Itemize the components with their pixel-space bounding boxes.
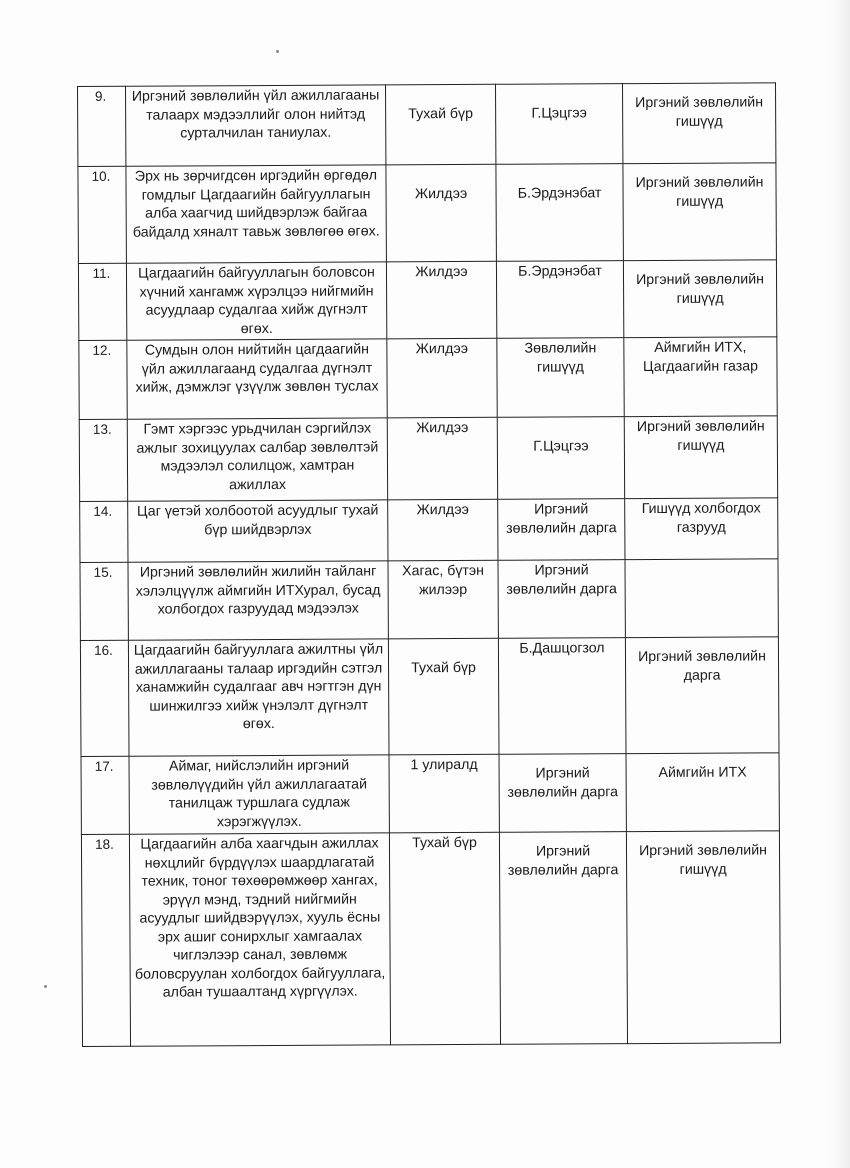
row-number: 12. bbox=[79, 340, 127, 419]
table-row bbox=[78, 83, 776, 167]
timeframe-cell: Тухай бүр bbox=[388, 638, 499, 755]
timeframe-cell: Жилдээ bbox=[386, 261, 496, 339]
responsible-cell: Б.Дашцогзол bbox=[498, 638, 626, 755]
activity-cell: Цагдаагийн байгууллага ажилтны үйл ажиллагааны талаар иргэдийн сэтгэл ханамжийн судалгааг авч нэгтгэн дүн шинжилгээ хийж үнэлэлт дүгнэлт өгөх. bbox=[128, 639, 389, 756]
scan-shadow-edge bbox=[830, 0, 850, 1168]
scan-speck bbox=[44, 985, 47, 988]
row-number: 11. bbox=[78, 263, 126, 340]
table-row bbox=[81, 753, 779, 835]
timeframe-cell: 1 улиралд bbox=[389, 754, 499, 833]
scan-speck bbox=[276, 50, 279, 53]
responsible-cell: Иргэний зөвлөлийн дарга bbox=[499, 754, 626, 833]
row-number: 9. bbox=[78, 86, 126, 166]
table-row bbox=[79, 416, 777, 502]
responsible-cell: Иргэний зөвлөлийн дарга bbox=[499, 832, 627, 1045]
timeframe-cell: Хагас, бүтэн жилээр bbox=[388, 560, 498, 639]
responsible-cell: Б.Эрдэнэбат bbox=[496, 164, 624, 262]
table-row bbox=[79, 337, 777, 420]
participants-cell bbox=[625, 559, 778, 638]
activity-cell: Цаг үетэй холбоотой асуудлыг тухай бүр шийдвэрлэх bbox=[128, 500, 388, 562]
responsible-cell: Г.Цэцгээ bbox=[495, 84, 622, 165]
row-number: 15. bbox=[80, 562, 128, 640]
row-number: 18. bbox=[81, 834, 130, 1046]
row-number: 16. bbox=[80, 640, 129, 756]
activity-cell: Аймаг, нийслэлийн иргэний зөвлөлүүдийн үйл ажиллагаатай танилцаж туршлага судлаж хэрэгжүүлэх. bbox=[129, 755, 389, 834]
participants-cell: Иргэний зөвлөлийн гишүүд bbox=[622, 83, 775, 164]
participants-cell: Иргэний зөвлөлийн гишүүд bbox=[626, 831, 780, 1044]
timeframe-cell: Жилдээ bbox=[387, 338, 497, 418]
participants-cell: Гишүүд холбогдох газрууд bbox=[625, 498, 778, 560]
participants-cell: Иргэний зөвлөлийн дарга bbox=[625, 637, 779, 754]
table-row bbox=[78, 260, 776, 341]
table-row bbox=[80, 559, 778, 641]
timeframe-cell: Жилдээ bbox=[388, 499, 498, 561]
activity-cell: Эрх нь зөрчигдсөн иргэдийн өргөдөл гомдлыг Цагдаагийн байгууллагын алба хаагчид шийдвэрлэж байгаа байдалд хяналт тавьж зөвлөгөө өгөх. bbox=[126, 165, 387, 263]
participants-cell: Аймгийн ИТХ bbox=[626, 753, 779, 832]
timeframe-cell: Жилдээ bbox=[387, 417, 497, 500]
activity-cell: Сумдын олон нийтийн цагдаагийн үйл ажиллагаанд судалгаа дүгнэлт хийж, дэмжлэг үзүүлж зөвлөн туслах bbox=[127, 339, 387, 419]
action-plan-table bbox=[77, 82, 781, 1047]
activity-cell: Иргэний зөвлөлийн үйл ажиллагааны талаарх мэдээллийг олон нийтэд сурталчилан таниулах. bbox=[126, 85, 386, 166]
table-row bbox=[81, 831, 780, 1047]
activity-cell: Иргэний зөвлөлийн жилийн тайланг хэлэлцүүлж аймгийн ИТХурал, бусад холбогдох газруудад мэдээлэх bbox=[128, 561, 388, 640]
timeframe-cell: Тухай бүр bbox=[389, 832, 500, 1045]
responsible-cell: Зөвлөлийн гишүүд bbox=[497, 338, 624, 418]
activity-cell: Цагдаагийн байгууллагын боловсон хүчний хангамж хүрэлцээ нийгмийн асуудлаар судалгаа хийж дүгнэлт өгөх. bbox=[126, 262, 386, 340]
table-row bbox=[80, 637, 779, 757]
responsible-cell: Иргэний зөвлөлийн дарга bbox=[498, 499, 625, 561]
timeframe-cell: Тухай бүр bbox=[385, 84, 495, 165]
row-number: 13. bbox=[79, 419, 127, 501]
responsible-cell: Г.Цэцгээ bbox=[497, 417, 624, 500]
participants-cell: Иргэний зөвлөлийн гишүүд bbox=[624, 416, 777, 499]
table-row bbox=[78, 163, 776, 264]
responsible-cell: Б.Эрдэнэбат bbox=[496, 261, 623, 339]
participants-cell: Иргэний зөвлөлийн гишүүд bbox=[623, 260, 776, 338]
table-row bbox=[80, 498, 778, 563]
responsible-cell: Иргэний зөвлөлийн дарга bbox=[498, 560, 625, 639]
row-number: 14. bbox=[80, 501, 128, 562]
row-number: 10. bbox=[78, 166, 127, 263]
participants-cell: Аймгийн ИТХ, Цагдаагийн газар bbox=[624, 337, 777, 417]
participants-cell: Иргэний зөвлөлийн гишүүд bbox=[623, 163, 777, 261]
activity-cell: Гэмт хэргээс урьдчилан сэргийлэх ажлыг зохицуулах салбар зөвлөлтэй мэдээлэл солилцож, хамтран ажиллах bbox=[127, 418, 387, 501]
timeframe-cell: Жилдээ bbox=[386, 164, 497, 262]
activity-cell: Цагдаагийн алба хаагчдын ажиллах нөхцлийг бүрдүүлэх шаардлагатай техник, тоног төхөөрөмжөөр хангах, эрүүл мэнд, тэдний нийгмийн асуудлыг шийдвэрүүлэх, хууль ёсны эрх ашиг сонирхлыг хамгаалах чиглэлээр санал, зөвлөмж боловсруулан холбогдох байгууллага, албан тушаалтанд хүргүүлэх. bbox=[129, 833, 390, 1046]
row-number: 17. bbox=[81, 756, 129, 834]
